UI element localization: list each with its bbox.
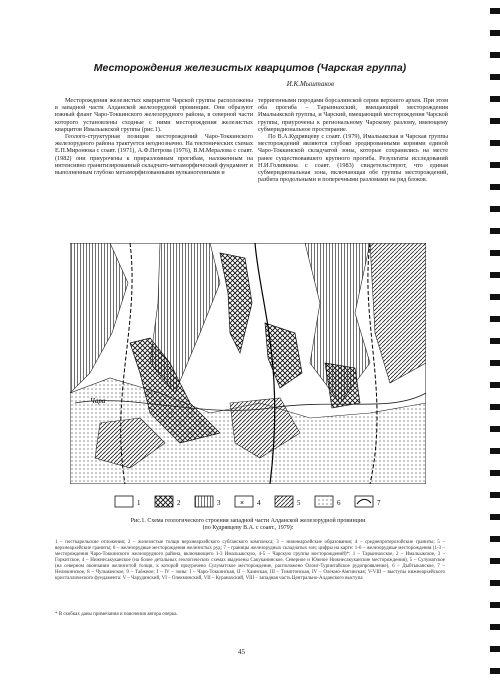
footnote: * В скобках даны примечания и пояснения автора очерка. [55,612,178,617]
legend-item-3 [195,496,221,507]
caption-line: Рис.1. Схема геологического строения западной части Алданской железорудной провинции [130,518,366,524]
legend-number: 1 [137,499,141,507]
legend-item-5 [275,496,301,507]
page-edge-marks [488,0,500,689]
legend-number: 2 [177,499,181,507]
article-title: Месторождения железистых кварцитов (Чарская группа) [93,62,407,74]
legend-number: 5 [297,499,301,507]
svg-text:×: × [240,500,245,507]
legend-item-1 [115,496,141,507]
legend-number: 3 [217,499,221,507]
legend-item-2 [155,496,181,507]
legend-item-7 [355,496,381,507]
paragraph: терригенными породами борсалинской серии верхнего архея. При этом оба прогиба – Тарыннахский, вмещающий месторождения Имальыкской группы, и Чарский, вмещающий месторождения Чарской группы, приурочены к региональному Чарскому разлому, имеющему субмеридиональное простирание. [258,97,448,133]
legend-number: 7 [377,499,381,507]
legend-number: 4 [257,499,261,507]
legend-number: 6 [337,499,341,507]
paragraph: Геолого-структурная позиция месторождений Чаро-Токкинского железорудного района трактуется неоднозначно. На тектонических схемах Е.П.Миронюка с соавт. (1971), А.Ф.Петрова (1976), В.М.Мералова с соавт. (1982) они приурочены к приразломным прогибам, наложенным на интенсивно гранитизированный складчато-метаморфический фундамент и выполненным глубоко метаморфизованными вулканогенными и [55,133,253,177]
figure-caption [70,518,426,532]
map-label-chara: Чара [90,397,106,405]
page-number: 45 [238,648,245,656]
paragraph: Месторождения железистых кварцитов Чарской группы расположены в западной части Алданской железорудной провинции. Они образуют южный фланг Чаро-Токкинского железорудного района, в северной части которого установлены сходные с ними месторождения железистых кварцитов Имальыкской группы (рис.1). [55,97,253,133]
text-column-right [258,97,448,183]
article-author: И.К.Мыштаков [286,80,334,88]
geological-map [70,243,426,484]
caption-line: (по Кудрявцеву В.А. с соавт., 1979): [202,525,294,531]
legend-item-6 [315,496,341,507]
text-column-left [55,97,253,176]
figure-notes: 1 – посткарельские отложения; 2 – железистые толщи верхнеархейского субганского комплекса; 3 – нижнеархейские образования; 4 – среднепротерозойские граниты; 5 – верхнеархейские граниты; 6 – железорудные месторождения железистых руд; 7 – границы железорудных складчатых зон; цифры на карте: 1-6 – железорудные месторождения (1-3 – месторождения Чаро-Токкинского железорудного района, включающего 1-3 Имальыкскую, 4-5 – Чарскую группы месторождений)*: 1 – Тарыннахское, 2 – Имальыкское, 3 – Горкитское, 4 – Нижнесакуканское (на более детальных геологических схемах выделены Сакуканинское, Северное и Южное Нижнесакуканские месторождения), 5 – Сулуматское (на северном окончании железистой толщи, к которой приурочено Сулуматское месторождение, расположено Олонг-Туринтайское рудопроявление), 6 – Дыбтыканское, 7 – Нелюкинское, 8 – Чульманское, 9 – Таёжное; I – IV – зоны: I – Чаро-Токкинская, II – Хаинская, III – Тимптонская, IV – Олекмо-Амгинская; V-VIII – выступы нижнеархейского кристаллического фундамента: V – Чарудинский, VI – Олекминский, VII – Куранахский, VIII – западная часть Центрально-Алданского выступа [55,540,445,581]
paragraph: По В.А.Кудрявцеву с соавт. (1979), Имальыкская и Чарская группы месторождений являются глубоко эродированными корнями единой Чаро-Токкинской складчатой зоны, которые сохранились на месте ранее существовавшего крупного прогиба. Результаты исследований Н.И.Голивкина с соавт. (1983) свидетельствуют, что единая субмеридиональная зона, включающая обе группы месторождений, разбита продольными и поперечными разломами на ряд блоков. [258,133,448,184]
map-legend [113,490,403,512]
legend-item-4 [235,496,261,507]
